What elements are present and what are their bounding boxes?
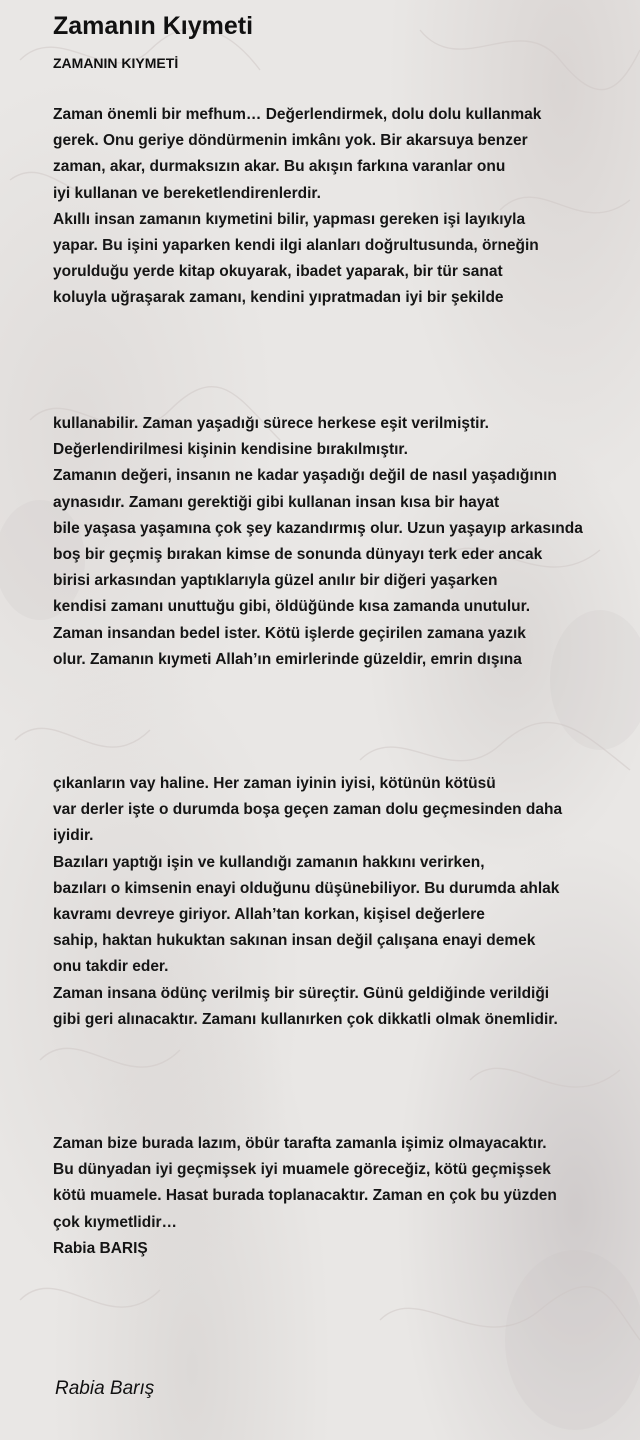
poem-line: onu takdir eder. xyxy=(53,958,169,976)
poem-line: gerek. Onu geriye döndürmenin imkânı yok. Bir akarsuya benzer xyxy=(53,132,528,150)
poem-line: koluyla uğraşarak zamanı, kendini yıpratmadan iyi bir şekilde xyxy=(53,289,504,307)
poem-line: kavramı devreye giriyor. Allah’tan korkan, kişisel değerlere xyxy=(53,906,485,924)
poem-line: bile yaşasa yaşamına çok şey kazandırmış olur. Uzun yaşayıp arkasında xyxy=(53,519,583,537)
poem-line: çıkanların vay haline. Her zaman iyinin iyisi, kötünün kötüsü xyxy=(53,775,496,792)
poem-line: Zaman insana ödünç verilmiş bir süreçtir. Günü geldiğinde verildiği xyxy=(53,984,550,1002)
poem-title: Zamanın Kıymeti xyxy=(53,12,254,40)
poem-line: bazıları o kimsenin enayi olduğunu düşünebiliyor. Bu durumda ahlak xyxy=(53,879,560,897)
author-signature: Rabia Barış xyxy=(55,1378,155,1399)
poem-line: iyi kullanan ve bereketlendirenlerdir. xyxy=(53,184,321,202)
poem-line: sahip, haktan hukuktan sakınan insan değil çalışana enayi demek xyxy=(53,932,536,950)
poem-line: kötü muamele. Hasat burada toplanacaktır. Zaman en çok bu yüzden xyxy=(53,1187,557,1205)
poem-line: Akıllı insan zamanın kıymetini bilir, yapması gereken işi layıkıyla xyxy=(53,210,526,228)
poem-section-1 xyxy=(53,102,628,312)
poem-line: yapar. Bu işini yaparken kendi ilgi alanları doğrultusunda, örneğin xyxy=(53,237,539,255)
poem-subtitle: ZAMANIN KIYMETİ xyxy=(53,55,179,71)
poem-line: birisi arkasından yaptıklarıyla güzel anılır bir diğeri yaşarken xyxy=(53,572,498,590)
poem-section-2 xyxy=(53,411,628,673)
poem-line: çok kıymetlidir… xyxy=(53,1213,178,1231)
poem-line: iyidir. xyxy=(53,827,94,845)
poem-section-4 xyxy=(53,1131,628,1262)
poem-line: boş bir geçmiş bırakan kimse de sonunda dünyayı terk eder ancak xyxy=(53,546,543,564)
poem-line: kullanabilir. Zaman yaşadığı sürece herkese eşit verilmiştir. xyxy=(53,415,489,432)
poem-line: Zamanın değeri, insanın ne kadar yaşadığı değil de nasıl yaşadığının xyxy=(53,467,557,485)
poem-line: Değerlendirilmesi kişinin kendisine bırakılmıştır. xyxy=(53,441,408,459)
poem-line: olur. Zamanın kıymeti Allah’ın emirlerinde güzeldir, emrin dışına xyxy=(53,650,522,668)
poem-line: zaman, akar, durmaksızın akar. Bu akışın farkına varanlar onu xyxy=(53,158,506,176)
poem-line: Bazıları yaptığı işin ve kullandığı zamanın hakkını verirken, xyxy=(53,853,485,871)
poem-line: gibi geri alınacaktır. Zamanı kullanırken çok dikkatli olmak önemlidir. xyxy=(53,1010,558,1028)
poem-line: Zaman insandan bedel ister. Kötü işlerde geçirilen zamana yazık xyxy=(53,624,526,642)
poem-line: Zaman bize burada lazım, öbür tarafta zamanla işimiz olmayacaktır. xyxy=(53,1135,547,1152)
poem-line: yorulduğu yerde kitap okuyarak, ibadet yaparak, bir tür sanat xyxy=(53,263,503,281)
poem-section-3 xyxy=(53,771,628,1033)
poem-author-line: Rabia BARIŞ xyxy=(53,1239,148,1257)
poem-line: kendisi zamanı unuttuğu gibi, öldüğünde kısa zamanda unutulur. xyxy=(53,598,531,616)
poem-line: Zaman önemli bir mefhum… Değerlendirmek, dolu dolu kullanmak xyxy=(53,106,542,123)
poem-line: aynasıdır. Zamanı gerektiği gibi kullanan insan kısa bir hayat xyxy=(53,493,500,511)
poem-line: Bu dünyadan iyi geçmişsek iyi muamele göreceğiz, kötü geçmişsek xyxy=(53,1161,551,1179)
poem-line: var derler işte o durumda boşa geçen zaman dolu geçmesinden daha xyxy=(53,801,563,819)
